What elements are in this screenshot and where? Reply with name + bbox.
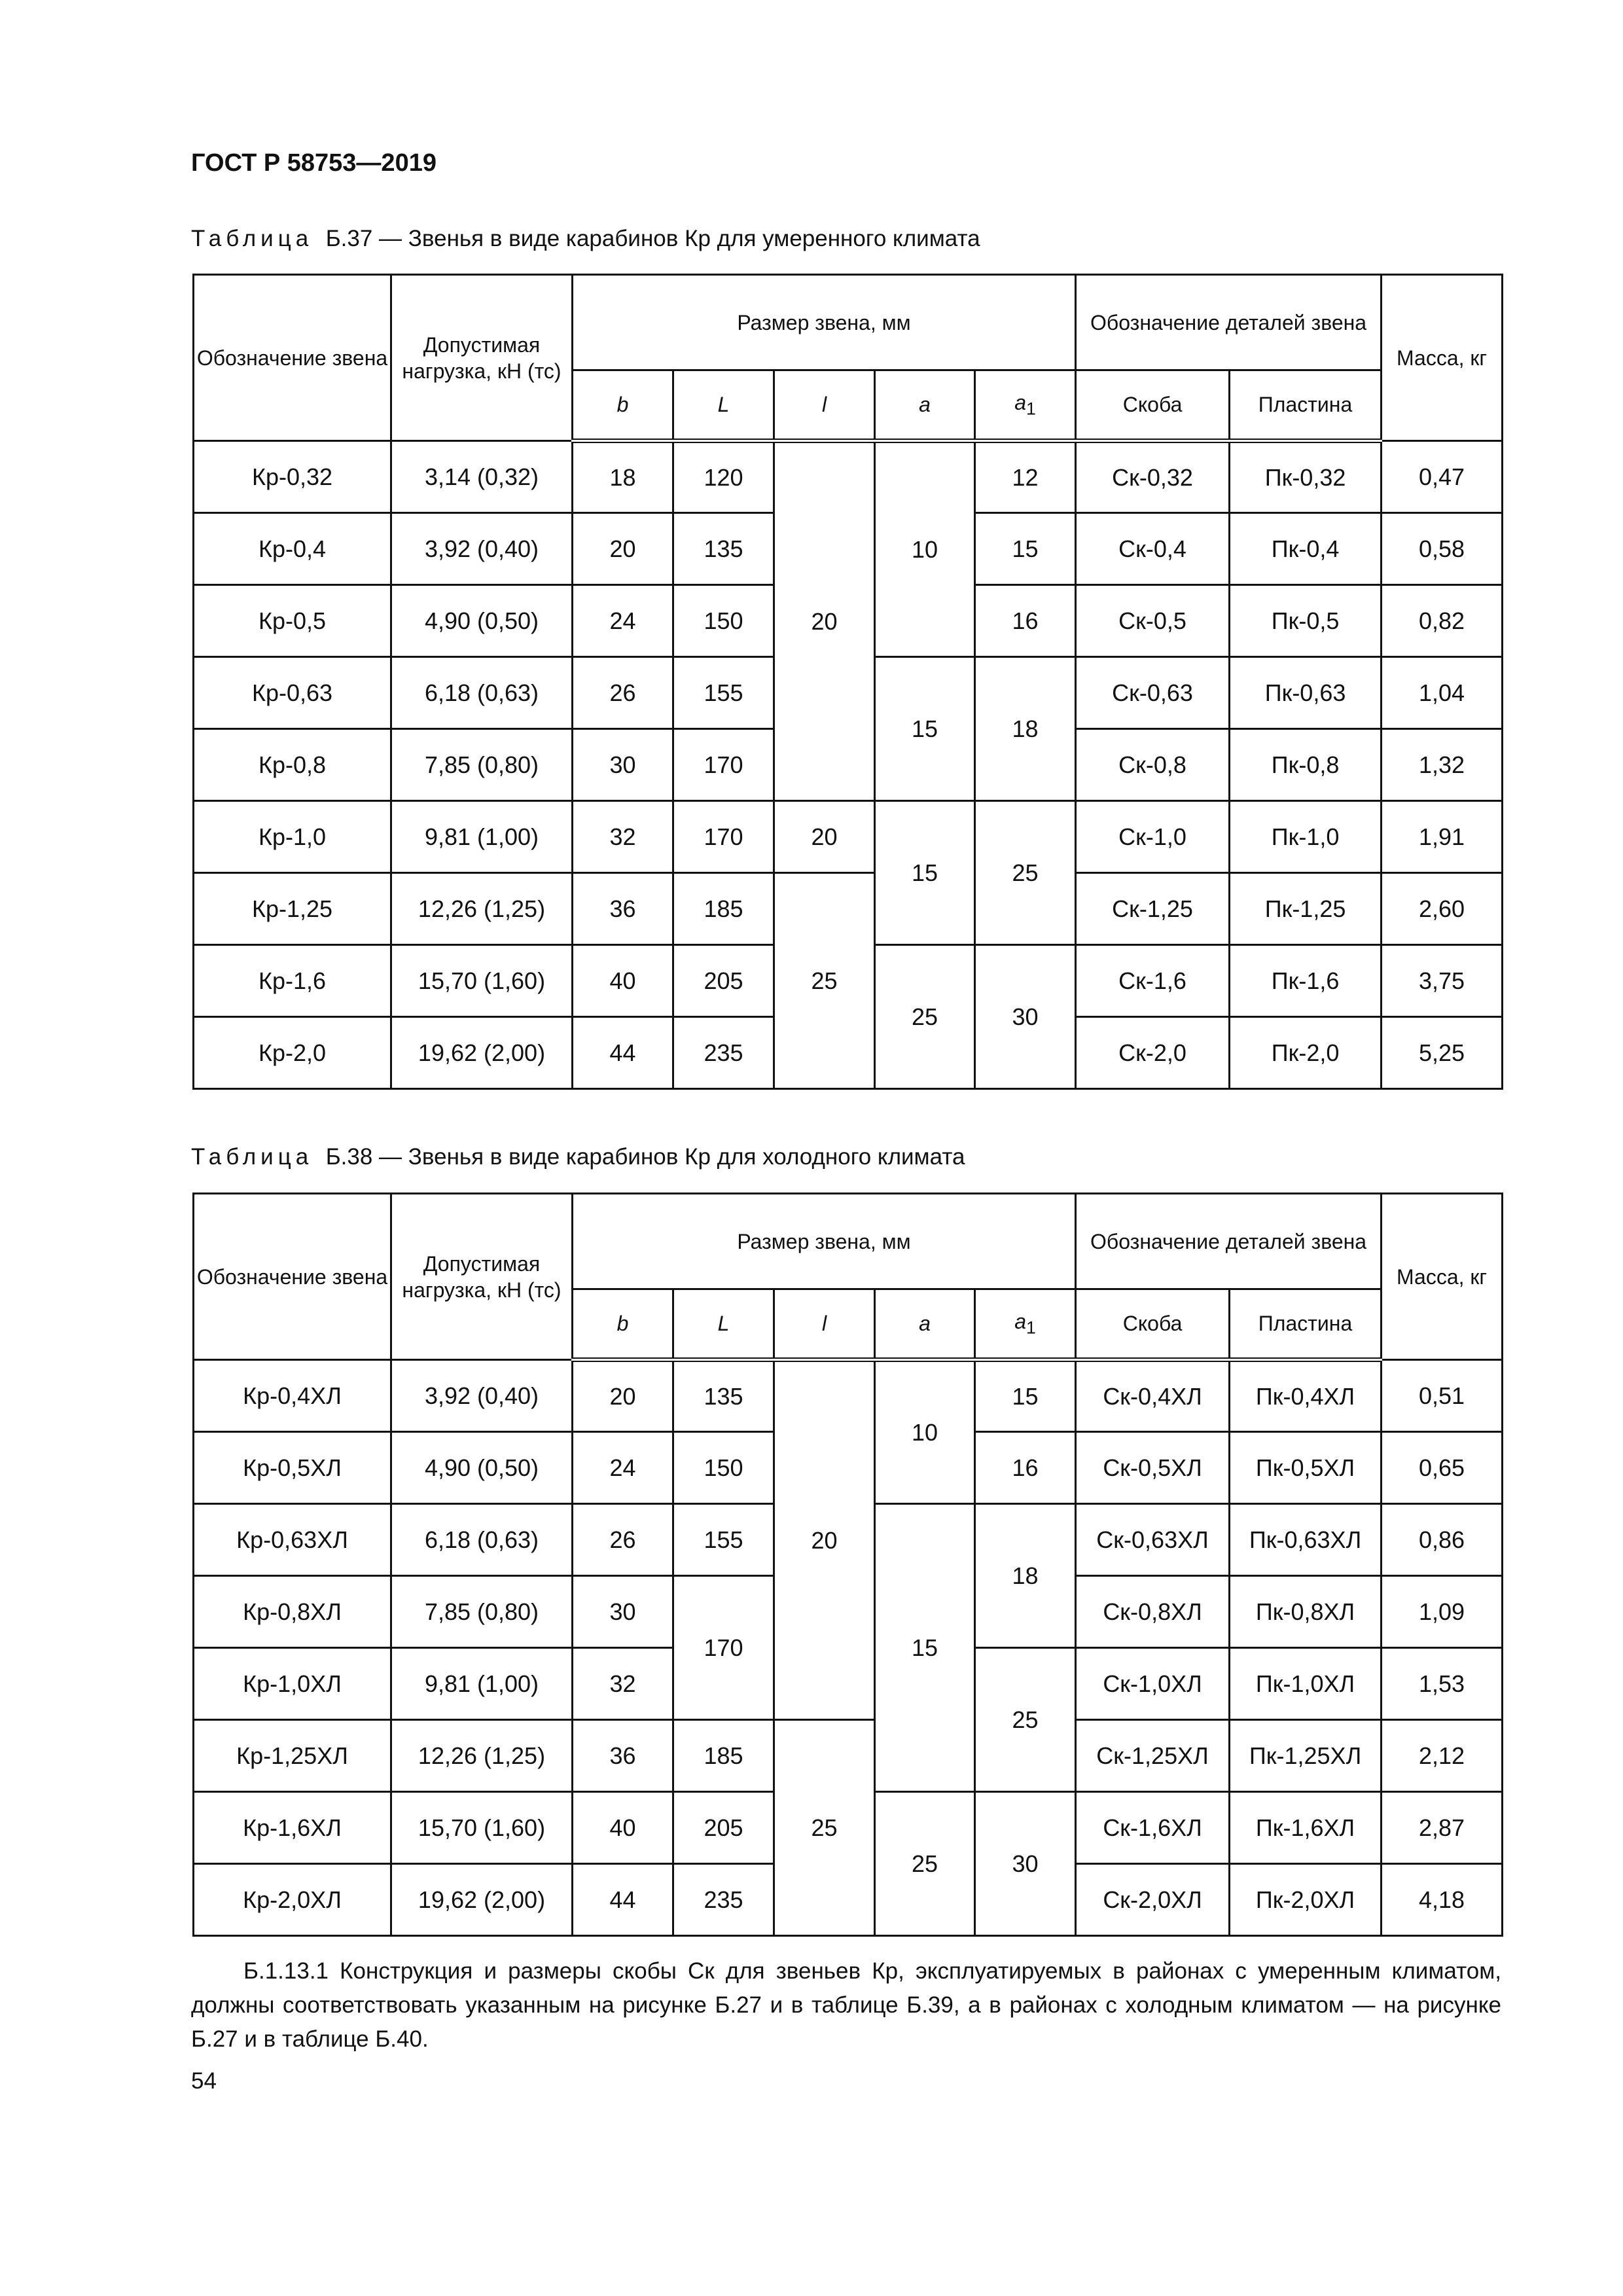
cell-L: 185 <box>673 873 774 945</box>
cell-b: 36 <box>573 1720 673 1792</box>
cell-load: 3,92 (0,40) <box>391 513 573 585</box>
cell-designation: Кр-0,5ХЛ <box>194 1432 391 1504</box>
cell-mass: 2,87 <box>1382 1792 1503 1864</box>
cell-load: 6,18 (0,63) <box>391 1504 573 1576</box>
cell-bracket: Ск-0,32 <box>1076 441 1230 513</box>
cell-b: 44 <box>573 1017 673 1089</box>
cell-a: 15 <box>875 657 975 801</box>
header-designation: Обозначение звена <box>194 1194 391 1360</box>
cell-bracket: Ск-1,6 <box>1076 945 1230 1017</box>
page-number: 54 <box>191 2068 217 2094</box>
cell-plate: Пк-1,6 <box>1230 945 1382 1017</box>
table1-caption-word: Таблица <box>191 226 313 251</box>
header-plate: Пластина <box>1230 1289 1382 1360</box>
cell-plate: Пк-0,4 <box>1230 513 1382 585</box>
cell-bracket: Ск-1,0 <box>1076 801 1230 873</box>
cell-a: 15 <box>875 801 975 945</box>
cell-a1: 15 <box>975 1360 1076 1432</box>
header-bracket: Скоба <box>1076 370 1230 441</box>
header-parts: Обозначение деталей звена <box>1076 1194 1382 1289</box>
header-bracket: Скоба <box>1076 1289 1230 1360</box>
cell-bracket: Ск-0,5 <box>1076 585 1230 657</box>
cell-a: 10 <box>875 441 975 657</box>
cell-plate: Пк-0,32 <box>1230 441 1382 513</box>
header-a1: $a_1$ <box>975 1289 1076 1360</box>
cell-a1: 30 <box>975 945 1076 1089</box>
cell-a1: 30 <box>975 1792 1076 1936</box>
cell-bracket: Ск-0,4ХЛ <box>1076 1360 1230 1432</box>
cell-mass: 3,75 <box>1382 945 1503 1017</box>
cell-load: 7,85 (0,80) <box>391 1576 573 1648</box>
cell-load: 3,92 (0,40) <box>391 1360 573 1432</box>
document-header: ГОСТ Р 58753—2019 <box>191 149 437 177</box>
table-row <box>194 801 1503 873</box>
cell-L: 150 <box>673 585 774 657</box>
cell-mass: 0,58 <box>1382 513 1503 585</box>
cell-bracket: Ск-0,5ХЛ <box>1076 1432 1230 1504</box>
table1-caption <box>191 226 980 252</box>
cell-designation: Кр-0,63ХЛ <box>194 1504 391 1576</box>
cell-designation: Кр-0,32 <box>194 441 391 513</box>
cell-designation: Кр-2,0ХЛ <box>194 1864 391 1936</box>
cell-mass: 0,47 <box>1382 441 1503 513</box>
cell-load: 19,62 (2,00) <box>391 1017 573 1089</box>
cell-load: 9,81 (1,00) <box>391 801 573 873</box>
table1-caption-text: Б.37 — Звенья в виде карабинов Кр для умеренного климата <box>325 226 980 251</box>
table-row <box>194 1720 1503 1792</box>
cell-designation: Кр-2,0 <box>194 1017 391 1089</box>
cell-mass: 1,09 <box>1382 1576 1503 1648</box>
cell-load: 12,26 (1,25) <box>391 873 573 945</box>
cell-designation: Кр-0,4ХЛ <box>194 1360 391 1432</box>
cell-b: 30 <box>573 1576 673 1648</box>
cell-b: 20 <box>573 513 673 585</box>
cell-load: 4,90 (0,50) <box>391 1432 573 1504</box>
cell-designation: Кр-1,25ХЛ <box>194 1720 391 1792</box>
table-row <box>194 873 1503 945</box>
header-load: Допустимая нагрузка, кН (тс) <box>391 1194 573 1360</box>
cell-plate: Пк-0,8 <box>1230 729 1382 801</box>
table-row <box>194 441 1503 513</box>
header-parts: Обозначение деталей звена <box>1076 275 1382 370</box>
cell-L: 235 <box>673 1017 774 1089</box>
cell-designation: Кр-1,0ХЛ <box>194 1648 391 1720</box>
cell-plate: Пк-2,0ХЛ <box>1230 1864 1382 1936</box>
cell-a1: 18 <box>975 1504 1076 1648</box>
cell-L: 135 <box>673 513 774 585</box>
cell-b: 40 <box>573 1792 673 1864</box>
cell-bracket: Ск-0,4 <box>1076 513 1230 585</box>
cell-plate: Пк-1,25 <box>1230 873 1382 945</box>
header-L: L <box>673 370 774 441</box>
cell-plate: Пк-0,5 <box>1230 585 1382 657</box>
header-b: b <box>573 370 673 441</box>
cell-bracket: Ск-1,25 <box>1076 873 1230 945</box>
cell-bracket: Ск-0,63 <box>1076 657 1230 729</box>
cell-a: 15 <box>875 1504 975 1792</box>
cell-b: 20 <box>573 1360 673 1432</box>
header-a1: $a_1$ <box>975 370 1076 441</box>
cell-L: 135 <box>673 1360 774 1432</box>
cell-load: 15,70 (1,60) <box>391 1792 573 1864</box>
header-l: l <box>774 370 875 441</box>
cell-b: 32 <box>573 801 673 873</box>
table-row <box>194 1360 1503 1432</box>
cell-L: 170 <box>673 801 774 873</box>
header-designation: Обозначение звена <box>194 275 391 441</box>
cell-L: 150 <box>673 1432 774 1504</box>
cell-mass: 1,04 <box>1382 657 1503 729</box>
cell-l: 20 <box>774 441 875 801</box>
cell-plate: Пк-0,8ХЛ <box>1230 1576 1382 1648</box>
cell-designation: Кр-0,8ХЛ <box>194 1576 391 1648</box>
cell-b: 30 <box>573 729 673 801</box>
cell-a1: 18 <box>975 657 1076 801</box>
cell-mass: 2,60 <box>1382 873 1503 945</box>
paragraph-b-1-13-1 <box>191 1954 1501 2056</box>
cell-load: 19,62 (2,00) <box>391 1864 573 1936</box>
cell-designation: Кр-0,5 <box>194 585 391 657</box>
cell-designation: Кр-1,25 <box>194 873 391 945</box>
cell-L: 170 <box>673 729 774 801</box>
cell-plate: Пк-1,6ХЛ <box>1230 1792 1382 1864</box>
cell-a1: 16 <box>975 1432 1076 1504</box>
cell-bracket: Ск-0,63ХЛ <box>1076 1504 1230 1576</box>
cell-designation: Кр-0,63 <box>194 657 391 729</box>
header-a: a <box>875 1289 975 1360</box>
header-b: b <box>573 1289 673 1360</box>
cell-b: 32 <box>573 1648 673 1720</box>
cell-l: 20 <box>774 1360 875 1720</box>
cell-mass: 0,65 <box>1382 1432 1503 1504</box>
cell-plate: Пк-1,25ХЛ <box>1230 1720 1382 1792</box>
cell-load: 3,14 (0,32) <box>391 441 573 513</box>
cell-L: 205 <box>673 1792 774 1864</box>
paragraph-text: Б.1.13.1 Конструкция и размеры скобы Ск для звеньев Кр, эксплуатируемых в районах с умеренным климатом, должны соответствовать указанным на рисунке Б.27 и в таблице Б.39, а в районах с холодным климатом — на рисунке Б.27 и в таблице Б.40. <box>191 1958 1501 2052</box>
cell-b: 24 <box>573 585 673 657</box>
cell-plate: Пк-1,0ХЛ <box>1230 1648 1382 1720</box>
cell-bracket: Ск-1,6ХЛ <box>1076 1792 1230 1864</box>
cell-mass: 2,12 <box>1382 1720 1503 1792</box>
cell-a1: 16 <box>975 585 1076 657</box>
cell-a: 25 <box>875 945 975 1089</box>
cell-bracket: Ск-1,0ХЛ <box>1076 1648 1230 1720</box>
header-plate: Пластина <box>1230 370 1382 441</box>
cell-bracket: Ск-0,8 <box>1076 729 1230 801</box>
cell-L: 235 <box>673 1864 774 1936</box>
header-size: Размер звена, мм <box>573 275 1076 370</box>
cell-plate: Пк-0,4ХЛ <box>1230 1360 1382 1432</box>
cell-load: 7,85 (0,80) <box>391 729 573 801</box>
table2-caption-text: Б.38 — Звенья в виде карабинов Кр для холодного климата <box>325 1144 965 1170</box>
cell-plate: Пк-0,5ХЛ <box>1230 1432 1382 1504</box>
cell-mass: 1,91 <box>1382 801 1503 873</box>
cell-load: 12,26 (1,25) <box>391 1720 573 1792</box>
cell-a: 10 <box>875 1360 975 1504</box>
cell-mass: 5,25 <box>1382 1017 1503 1089</box>
cell-b: 26 <box>573 657 673 729</box>
header-mass: Масса, кг <box>1382 1194 1503 1360</box>
cell-mass: 4,18 <box>1382 1864 1503 1936</box>
cell-designation: Кр-0,8 <box>194 729 391 801</box>
header-load: Допустимая нагрузка, кН (тс) <box>391 275 573 441</box>
cell-designation: Кр-1,0 <box>194 801 391 873</box>
cell-load: 9,81 (1,00) <box>391 1648 573 1720</box>
cell-b: 24 <box>573 1432 673 1504</box>
cell-L: 170 <box>673 1576 774 1720</box>
cell-a1: 25 <box>975 801 1076 945</box>
cell-L: 120 <box>673 441 774 513</box>
cell-a1: 15 <box>975 513 1076 585</box>
table2 <box>192 1193 1503 1937</box>
table1 <box>192 274 1503 1090</box>
table2-caption <box>191 1144 965 1170</box>
cell-L: 155 <box>673 1504 774 1576</box>
cell-a1: 12 <box>975 441 1076 513</box>
cell-a: 25 <box>875 1792 975 1936</box>
cell-mass: 0,82 <box>1382 585 1503 657</box>
cell-L: 205 <box>673 945 774 1017</box>
cell-mass: 1,32 <box>1382 729 1503 801</box>
cell-b: 36 <box>573 873 673 945</box>
header-l: l <box>774 1289 875 1360</box>
cell-load: 15,70 (1,60) <box>391 945 573 1017</box>
cell-bracket: Ск-2,0ХЛ <box>1076 1864 1230 1936</box>
cell-load: 4,90 (0,50) <box>391 585 573 657</box>
cell-plate: Пк-1,0 <box>1230 801 1382 873</box>
cell-L: 185 <box>673 1720 774 1792</box>
cell-bracket: Ск-0,8ХЛ <box>1076 1576 1230 1648</box>
cell-designation: Кр-0,4 <box>194 513 391 585</box>
cell-designation: Кр-1,6ХЛ <box>194 1792 391 1864</box>
cell-bracket: Ск-2,0 <box>1076 1017 1230 1089</box>
cell-l: 20 <box>774 801 875 873</box>
cell-l: 25 <box>774 1720 875 1936</box>
cell-a1: 25 <box>975 1648 1076 1792</box>
header-mass: Масса, кг <box>1382 275 1503 441</box>
header-a: a <box>875 370 975 441</box>
cell-designation: Кр-1,6 <box>194 945 391 1017</box>
table2-caption-word: Таблица <box>191 1144 313 1170</box>
cell-mass: 1,53 <box>1382 1648 1503 1720</box>
cell-b: 44 <box>573 1864 673 1936</box>
cell-b: 26 <box>573 1504 673 1576</box>
header-size: Размер звена, мм <box>573 1194 1076 1289</box>
cell-plate: Пк-0,63ХЛ <box>1230 1504 1382 1576</box>
cell-b: 40 <box>573 945 673 1017</box>
cell-bracket: Ск-1,25ХЛ <box>1076 1720 1230 1792</box>
cell-plate: Пк-2,0 <box>1230 1017 1382 1089</box>
cell-b: 18 <box>573 441 673 513</box>
header-L: L <box>673 1289 774 1360</box>
cell-l: 25 <box>774 873 875 1089</box>
cell-L: 155 <box>673 657 774 729</box>
cell-mass: 0,51 <box>1382 1360 1503 1432</box>
cell-mass: 0,86 <box>1382 1504 1503 1576</box>
cell-load: 6,18 (0,63) <box>391 657 573 729</box>
cell-plate: Пк-0,63 <box>1230 657 1382 729</box>
